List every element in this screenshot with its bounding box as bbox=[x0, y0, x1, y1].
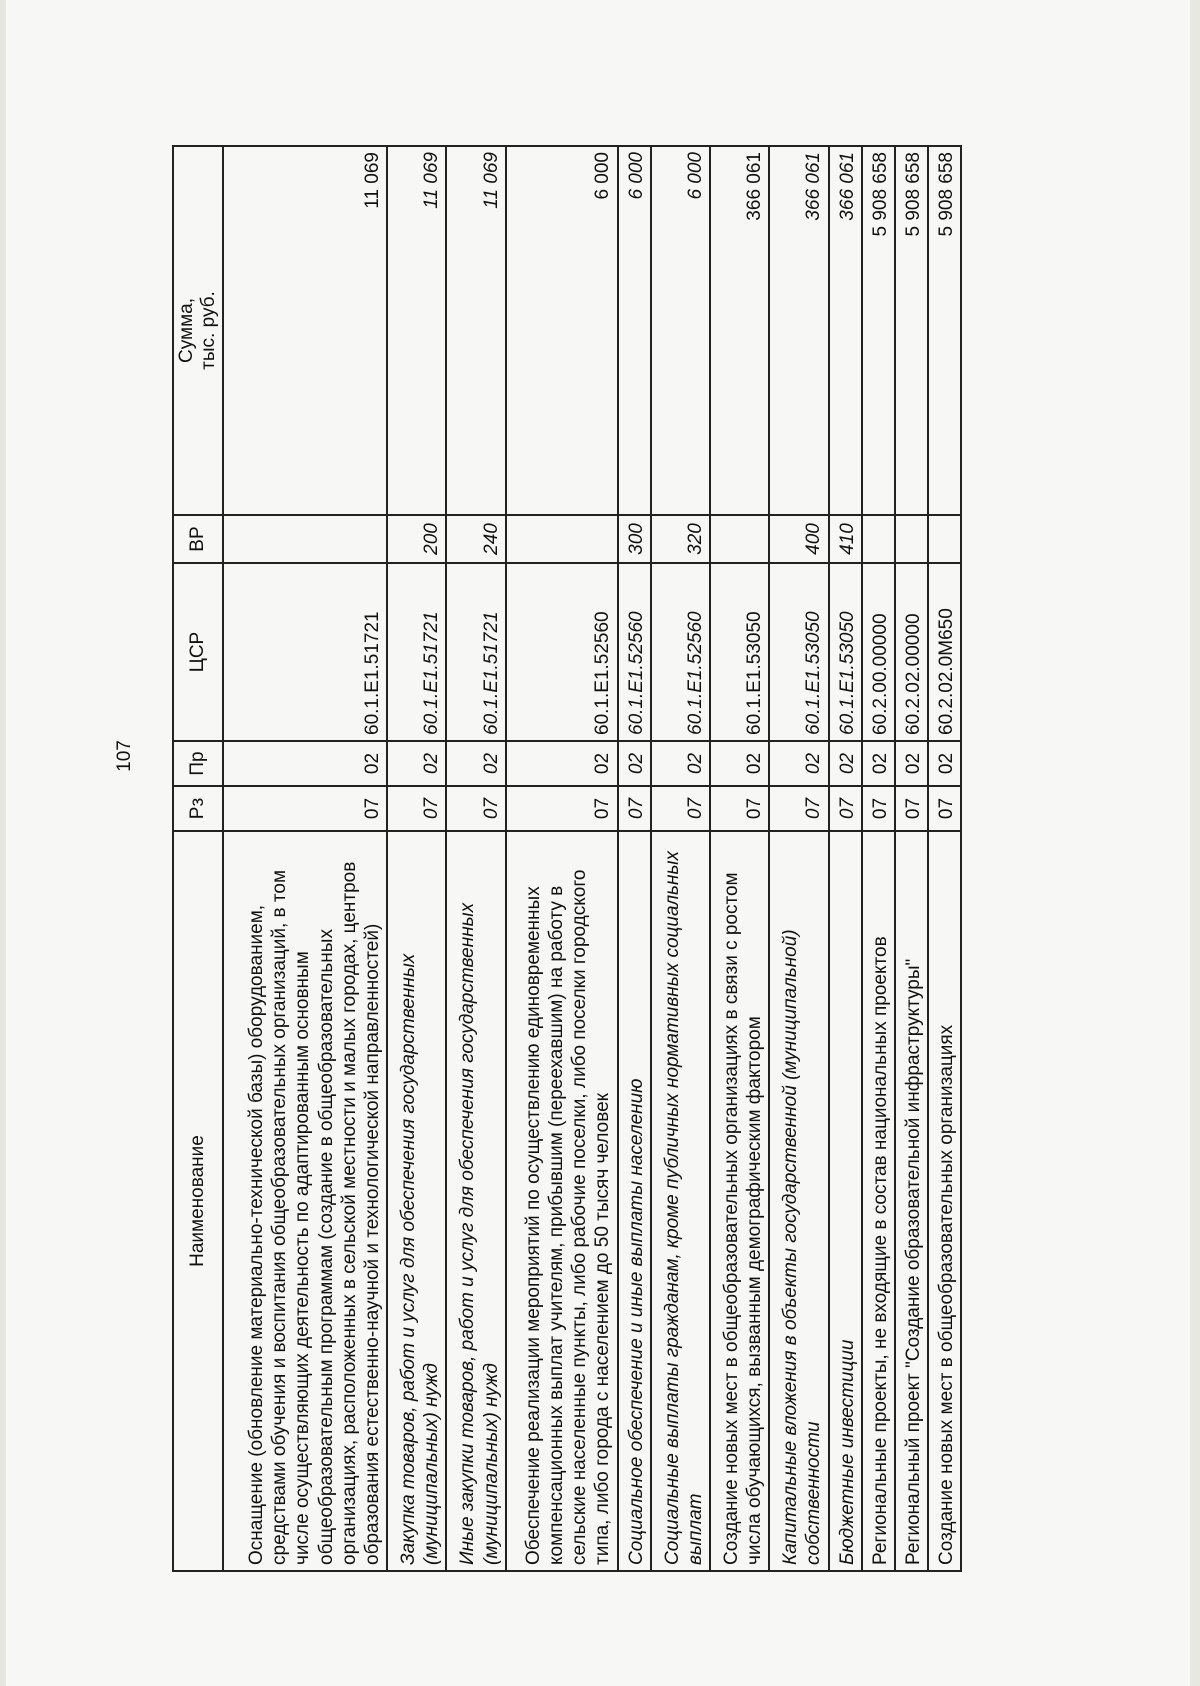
cell-rz: 07 bbox=[506, 786, 618, 831]
header-pr: Пр bbox=[173, 741, 223, 786]
table-row bbox=[223, 146, 387, 1571]
cell-vr: 410 bbox=[829, 515, 862, 563]
table-header-row bbox=[173, 146, 223, 1571]
table-row bbox=[618, 146, 651, 1571]
cell-pr: 02 bbox=[618, 741, 651, 786]
cell-name: Региональный проект "Создание образовательной инфраструктуры" bbox=[895, 831, 928, 1571]
cell-pr: 02 bbox=[506, 741, 618, 786]
cell-vr: 320 bbox=[651, 515, 710, 563]
cell-csr: 60.1.Е1.52560 bbox=[651, 563, 710, 741]
cell-sum: 6 000 bbox=[506, 146, 618, 515]
cell-pr: 02 bbox=[446, 741, 505, 786]
table-body bbox=[223, 146, 961, 1571]
cell-name: Обеспечение реализации мероприятий по осуществлению единовременных компенсационных выплат учителям, прибывшим (переехавшим) на работу в сельские населенные пункты, либо рабочие поселки, либо поселки городского типа, либо города с населением до 50 тысяч человек bbox=[506, 831, 618, 1571]
cell-sum: 5 908 658 bbox=[862, 146, 895, 515]
cell-pr: 02 bbox=[928, 741, 961, 786]
header-vr: ВР bbox=[173, 515, 223, 563]
cell-name: Социальные выплаты гражданам, кроме публичных нормативных социальных выплат bbox=[651, 831, 710, 1571]
cell-pr: 02 bbox=[895, 741, 928, 786]
cell-vr: 300 bbox=[618, 515, 651, 563]
cell-name: Социальное обеспечение и иные выплаты населению bbox=[618, 831, 651, 1571]
cell-csr: 60.1.Е1.53050 bbox=[829, 563, 862, 741]
cell-rz: 07 bbox=[710, 786, 769, 831]
budget-table bbox=[172, 145, 962, 1572]
cell-name: Создание новых мест в общеобразовательных организациях bbox=[928, 831, 961, 1571]
cell-pr: 02 bbox=[829, 741, 862, 786]
cell-rz: 07 bbox=[862, 786, 895, 831]
cell-vr bbox=[895, 515, 928, 563]
page-edge-right bbox=[1190, 0, 1200, 1686]
cell-sum: 5 908 658 bbox=[895, 146, 928, 515]
cell-csr: 60.2.00.00000 bbox=[862, 563, 895, 741]
cell-sum: 366 061 bbox=[769, 146, 828, 515]
cell-rz: 07 bbox=[895, 786, 928, 831]
cell-vr bbox=[928, 515, 961, 563]
header-sum bbox=[173, 146, 223, 515]
cell-csr: 60.2.02.0М650 bbox=[928, 563, 961, 741]
cell-rz: 07 bbox=[446, 786, 505, 831]
header-sum-line1: Сумма, bbox=[176, 298, 197, 363]
cell-rz: 07 bbox=[618, 786, 651, 831]
page-edge-left bbox=[0, 0, 6, 1686]
cell-csr: 60.1.Е1.52560 bbox=[618, 563, 651, 741]
cell-pr: 02 bbox=[769, 741, 828, 786]
cell-sum: 11 069 bbox=[387, 146, 446, 515]
cell-vr: 200 bbox=[387, 515, 446, 563]
cell-vr bbox=[223, 515, 387, 563]
table-row bbox=[928, 146, 961, 1571]
cell-pr: 02 bbox=[651, 741, 710, 786]
cell-name: Закупка товаров, работ и услуг для обеспечения государственных (муниципальных) нужд bbox=[387, 831, 446, 1571]
cell-csr: 60.1.Е1.52560 bbox=[506, 563, 618, 741]
table-row bbox=[862, 146, 895, 1571]
cell-sum: 366 061 bbox=[829, 146, 862, 515]
cell-sum: 11 069 bbox=[223, 146, 387, 515]
cell-csr: 60.1.Е1.53050 bbox=[710, 563, 769, 741]
cell-rz: 07 bbox=[928, 786, 961, 831]
table-row bbox=[769, 146, 828, 1571]
cell-pr: 02 bbox=[710, 741, 769, 786]
cell-vr bbox=[506, 515, 618, 563]
cell-sum: 6 000 bbox=[618, 146, 651, 515]
cell-vr bbox=[710, 515, 769, 563]
table-row bbox=[710, 146, 769, 1571]
cell-vr: 400 bbox=[769, 515, 828, 563]
cell-rz: 07 bbox=[651, 786, 710, 831]
cell-name: Иные закупки товаров, работ и услуг для обеспечения государственных (муниципальных) нужд bbox=[446, 831, 505, 1571]
budget-table-rotated bbox=[172, 147, 962, 1572]
cell-pr: 02 bbox=[387, 741, 446, 786]
cell-rz: 07 bbox=[829, 786, 862, 831]
cell-sum: 366 061 bbox=[710, 146, 769, 515]
header-rz: Рз bbox=[173, 786, 223, 831]
header-sum-line2: тыс. руб. bbox=[197, 291, 219, 370]
cell-rz: 07 bbox=[769, 786, 828, 831]
cell-csr: 60.1.Е1.53050 bbox=[769, 563, 828, 741]
page-number: 107 bbox=[114, 740, 135, 772]
cell-csr: 60.2.02.00000 bbox=[895, 563, 928, 741]
cell-rz: 07 bbox=[387, 786, 446, 831]
header-csr: ЦСР bbox=[173, 563, 223, 741]
cell-sum: 6 000 bbox=[651, 146, 710, 515]
cell-sum: 11 069 bbox=[446, 146, 505, 515]
cell-csr: 60.1.Е1.51721 bbox=[223, 563, 387, 741]
table-row bbox=[446, 146, 505, 1571]
table-row bbox=[651, 146, 710, 1571]
header-name: Наименование bbox=[173, 831, 223, 1571]
cell-vr: 240 bbox=[446, 515, 505, 563]
cell-pr: 02 bbox=[862, 741, 895, 786]
budget-table-container bbox=[172, 147, 962, 1572]
cell-vr bbox=[862, 515, 895, 563]
table-row bbox=[506, 146, 618, 1571]
table-row bbox=[387, 146, 446, 1571]
cell-name: Оснащение (обновление материально-технической базы) оборудованием, средствами обучения и воспитания общеобразовательных организаций, в том числе осуществляющих деятельность по адаптированным основным общеобразовательным программам (создание в общеобразовательных организациях, расположенных в сельской местности и малых городах, центров образования естественно-научной и технологической направленностей) bbox=[223, 831, 387, 1571]
cell-name: Региональные проекты, не входящие в состав национальных проектов bbox=[862, 831, 895, 1571]
cell-sum: 5 908 658 bbox=[928, 146, 961, 515]
table-row bbox=[829, 146, 862, 1571]
cell-name: Бюджетные инвестиции bbox=[829, 831, 862, 1571]
cell-name: Капитальные вложения в объекты государственной (муниципальной) собственности bbox=[769, 831, 828, 1571]
cell-pr: 02 bbox=[223, 741, 387, 786]
cell-name: Создание новых мест в общеобразовательных организациях в связи с ростом числа обучающихся, вызванным демографическим фактором bbox=[710, 831, 769, 1571]
table-row bbox=[895, 146, 928, 1571]
cell-rz: 07 bbox=[223, 786, 387, 831]
cell-csr: 60.1.Е1.51721 bbox=[387, 563, 446, 741]
cell-csr: 60.1.Е1.51721 bbox=[446, 563, 505, 741]
